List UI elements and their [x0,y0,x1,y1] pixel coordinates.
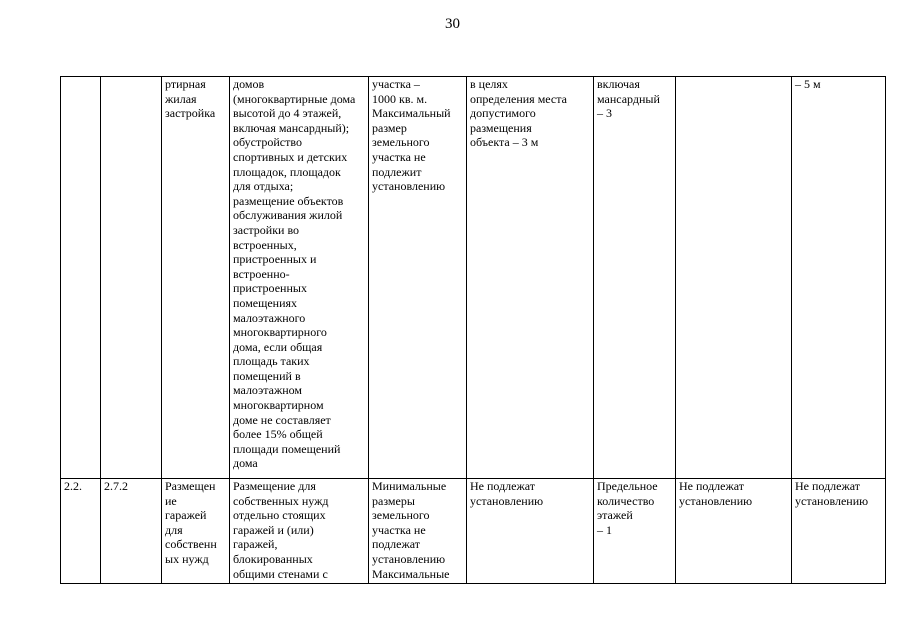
cell-floors: включая мансардный – 3 [594,77,676,479]
cell-number: 2.2. [61,479,101,584]
cell-other: Не подлежат установлению [792,479,886,584]
cell-use-description: домов (многоквартирные дома высотой до 4 этажей, включая мансардный); обустройство спортивных и детских площадок, площадок для отдыха; размещение объектов обслуживания жилой застройки во встроенных, пристроенных и встроенно- пристроенных помещениях малоэтажного многоквартирного дома, если общая площадь таких помещений в малоэтажном многоквартирном доме не составляет более 15% общей площади помещений дома [230,77,369,479]
page-number: 30 [445,16,460,32]
cell-use-name: Размещен ие гаражей для собственн ых нужд [162,479,230,584]
cell-use-description: Размещение для собственных нужд отдельно стоящих гаражей и (или) гаражей, блокированных общими стенами с [230,479,369,584]
cell-number [61,77,101,479]
cell-use-name: ртирная жилая застройка [162,77,230,479]
cell-other: – 5 м [792,77,886,479]
cell-setback: Не подлежат установлению [467,479,594,584]
cell-plot-size: участка – 1000 кв. м. Максимальный размер земельного участка не подлежит установлению [369,77,467,479]
regulations-table [60,76,886,584]
table-row [61,479,886,584]
cell-coverage: Не подлежат установлению [676,479,792,584]
cell-code: 2.7.2 [101,479,162,584]
cell-floors: Предельное количество этажей – 1 [594,479,676,584]
cell-plot-size: Минимальные размеры земельного участка не подлежат установлению Максимальные [369,479,467,584]
cell-code [101,77,162,479]
cell-setback: в целях определения места допустимого размещения объекта – 3 м [467,77,594,479]
table-row [61,77,886,479]
cell-coverage [676,77,792,479]
